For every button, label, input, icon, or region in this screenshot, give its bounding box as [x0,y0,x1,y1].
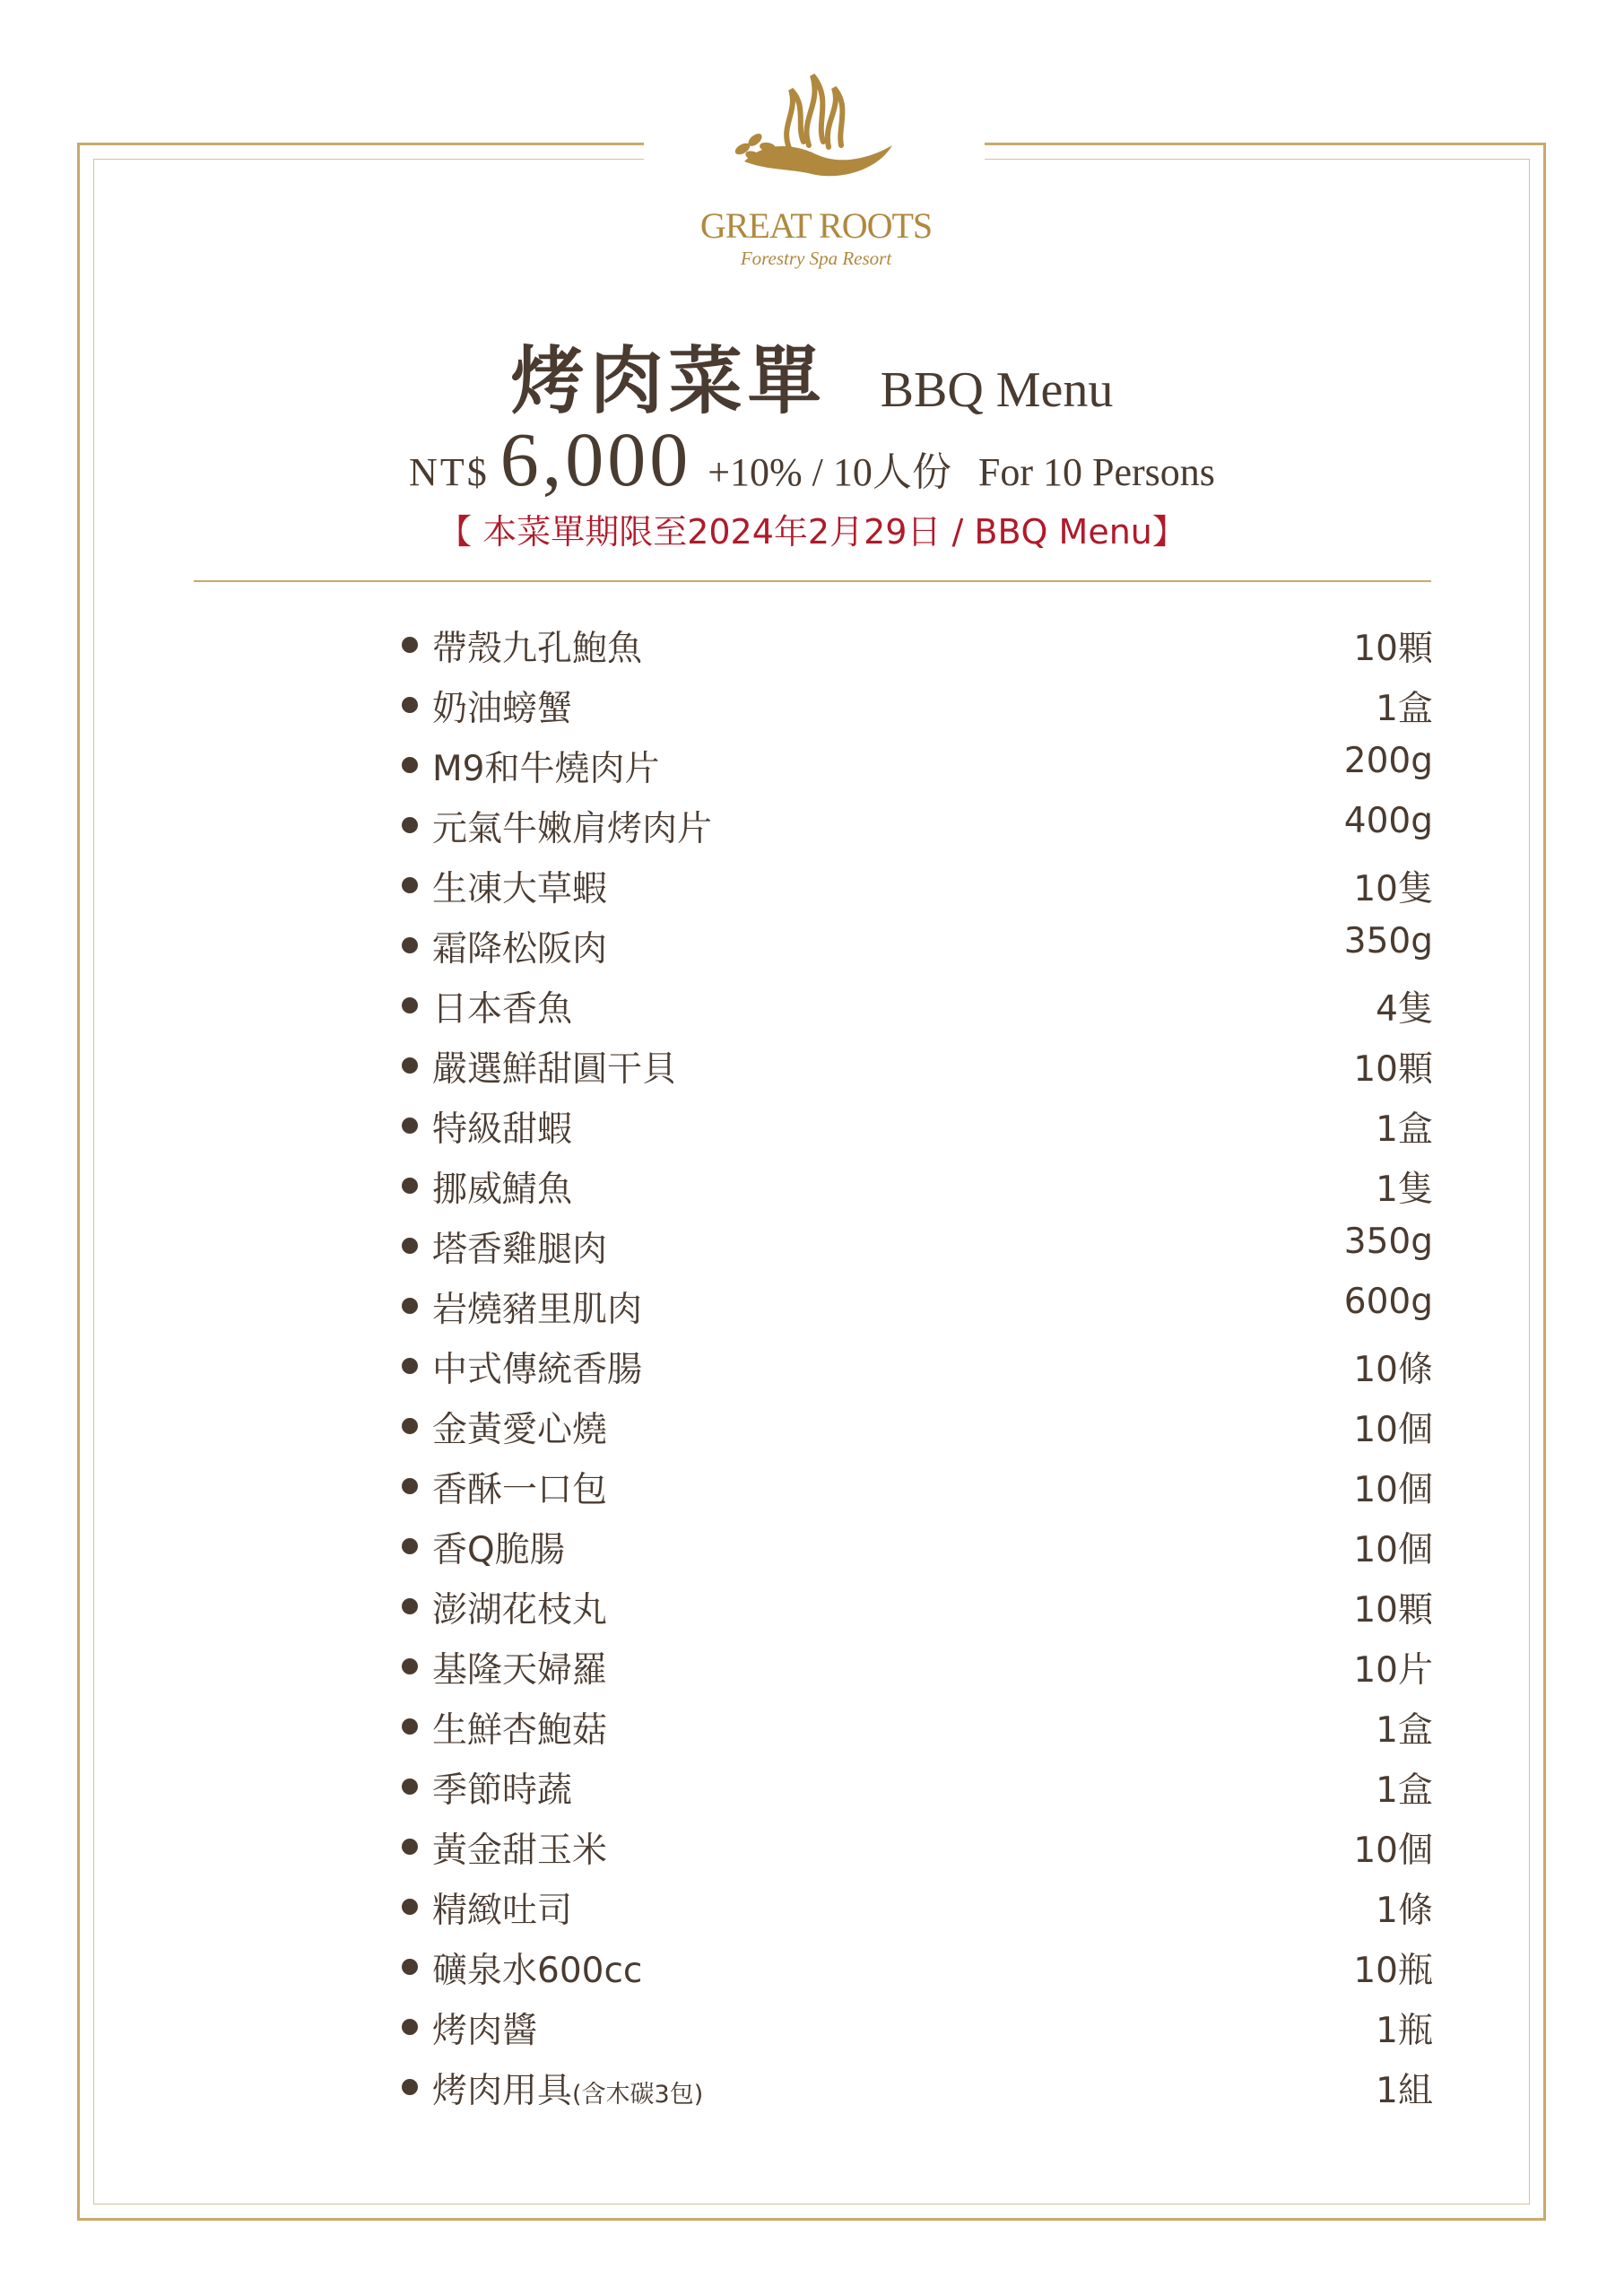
title-english: BBQ Menu [880,362,1114,418]
menu-item-name [432,1282,642,1332]
bullet-icon [402,697,418,713]
title-chinese: 烤肉菜單 [510,338,827,424]
bullet-icon [402,2019,418,2035]
menu-item-quantity: 4隻 [1376,989,1433,1030]
menu-item-quantity: 1盒 [1376,689,1433,729]
validity-notice: 【 本菜單期限至2024年2月29日 / BBQ Menu】 [438,512,1186,552]
divider [194,580,1431,582]
menu-item-name [432,2063,703,2113]
menu-item-label: 香Q脆腸 [432,1530,565,1570]
price-currency: NT$ [409,450,490,494]
menu-item [402,856,1433,916]
menu-list [402,615,1433,2118]
bullet-icon [402,937,418,953]
bullet-icon [402,2079,418,2095]
menu-item-name [432,1101,572,1152]
menu-item-label: 季節時蔬 [432,1770,573,1811]
brand-name: GREAT ROOTS [699,205,933,246]
menu-item-label: 生凍大草蝦 [432,869,608,909]
menu-item-quantity: 1盒 [1376,1710,1433,1751]
menu-item-label: 嚴選鮮甜圓干貝 [432,1049,678,1090]
bird-with-flames-logo-icon [726,63,906,206]
menu-item-name [432,1522,565,1572]
menu-item-label: 黃金甜玉米 [432,1831,608,1871]
menu-item-quantity: 10個 [1353,1470,1433,1510]
menu-item [402,1697,1433,1757]
menu-item-label: 基隆天婦羅 [432,1650,608,1691]
menu-item-label: 中式傳統香腸 [432,1350,643,1390]
menu-item [402,1096,1433,1156]
menu-item-label: 挪威鯖魚 [432,1170,573,1210]
menu-item [402,1517,1433,1577]
menu-item-quantity: 600g [1343,1282,1433,1322]
menu-item [402,1937,1433,1997]
menu-item-label: 岩燒豬里肌肉 [432,1290,643,1330]
menu-item-quantity: 10個 [1353,1831,1433,1871]
menu-item-quantity: 10條 [1353,1350,1433,1390]
price-english: For 10 Persons [977,450,1215,494]
menu-item-name [432,921,607,971]
bullet-icon [402,997,418,1013]
bullet-icon [402,1118,418,1134]
menu-item-name [432,1222,607,1272]
menu-item [402,1997,1433,2057]
brand-subtitle: Forestry Spa Resort [740,248,892,269]
menu-item [402,796,1433,856]
menu-item-quantity: 1組 [1376,2071,1433,2111]
bullet-icon [402,1718,418,1735]
price-line [0,414,1624,504]
menu-item [402,1276,1433,1336]
menu-item-label: 元氣牛嫩肩烤肉片 [432,809,713,849]
menu-item-label: 香酥一口包 [432,1470,608,1510]
menu-item [402,1877,1433,1937]
menu-item-label: 奶油螃蟹 [432,689,573,729]
menu-item-name [432,1582,607,1632]
bullet-icon [402,1298,418,1314]
menu-title [0,323,1624,428]
price-suffix: +10% / 10人份 [708,450,951,494]
menu-item [402,1637,1433,1697]
menu-item-name [432,1822,607,1873]
menu-item [402,916,1433,976]
menu-item-name [432,801,712,851]
menu-item-name [432,981,572,1031]
menu-item-label: 日本香魚 [432,989,573,1030]
menu-item-quantity: 1隻 [1376,1170,1433,1210]
menu-item [402,1336,1433,1396]
bullet-icon [402,1478,418,1494]
bullet-icon [402,817,418,833]
menu-item-quantity: 10顆 [1353,1590,1433,1631]
menu-item-name [432,1642,607,1692]
menu-item [402,1757,1433,1817]
menu-item [402,675,1433,735]
menu-item-name [432,2003,537,2053]
menu-item [402,1817,1433,1877]
menu-item [402,1396,1433,1457]
menu-item-name [432,1702,607,1752]
menu-item-label: 烤肉用具 [432,2071,573,2111]
menu-item [402,1036,1433,1096]
menu-item-quantity: 400g [1343,801,1433,841]
menu-item-quantity: 10片 [1353,1650,1433,1691]
bullet-icon [402,1178,418,1194]
menu-item-quantity: 350g [1343,921,1433,961]
menu-item-quantity: 350g [1343,1222,1433,1262]
bullet-icon [402,1238,418,1254]
bullet-icon [402,1418,418,1434]
bullet-icon [402,1057,418,1074]
menu-item [402,735,1433,796]
bullet-icon [402,1658,418,1674]
menu-item-quantity: 10顆 [1353,629,1433,669]
menu-item [402,1156,1433,1216]
bullet-icon [402,637,418,653]
bullet-icon [402,1959,418,1975]
menu-item-quantity: 1盒 [1376,1770,1433,1811]
menu-item-label: 特級甜蝦 [432,1109,573,1150]
bullet-icon [402,1779,418,1795]
menu-item-label: 帶殼九孔鮑魚 [432,629,643,669]
menu-item [402,976,1433,1036]
menu-item-quantity: 1瓶 [1376,2011,1433,2051]
menu-item-label: 精緻吐司 [432,1891,573,1931]
price-amount: 6,000 [499,416,692,502]
menu-item-name [432,621,642,671]
menu-item-label: 霜降松阪肉 [432,929,608,970]
menu-item [402,2057,1433,2118]
menu-item [402,615,1433,675]
menu-item-name [432,1883,572,1933]
menu-item-label: 礦泉水600cc [432,1951,643,1991]
menu-item [402,1577,1433,1637]
menu-item [402,1457,1433,1517]
menu-item-quantity: 10顆 [1353,1049,1433,1090]
bullet-icon [402,1358,418,1374]
menu-item-name [432,861,607,911]
menu-item-name [432,741,659,791]
menu-item-name [432,1161,572,1212]
brand-logo [682,63,951,278]
bullet-icon [402,1538,418,1554]
menu-item-label: 金黃愛心燒 [432,1410,608,1450]
menu-item-quantity: 10個 [1353,1410,1433,1450]
menu-item-quantity: 10隻 [1353,869,1433,909]
menu-item [402,1216,1433,1276]
menu-item-name [432,1402,607,1452]
menu-item-quantity: 10瓶 [1353,1951,1433,1991]
bullet-icon [402,1899,418,1915]
menu-item-quantity: 1盒 [1376,1109,1433,1150]
menu-item-name [432,681,572,731]
menu-item-label: 塔香雞腿肉 [432,1230,608,1270]
menu-item-quantity: 200g [1343,741,1433,781]
bullet-icon [402,1598,418,1614]
bullet-icon [402,1839,418,1855]
menu-item-label: M9和牛燒肉片 [432,749,660,789]
menu-item-name [432,1342,642,1392]
menu-item-quantity: 10個 [1353,1530,1433,1570]
menu-item-note: (含木碳3包) [572,2081,704,2109]
menu-item-quantity: 1條 [1376,1891,1433,1931]
menu-item-name [432,1041,677,1091]
menu-item-label: 澎湖花枝丸 [432,1590,608,1631]
bullet-icon [402,877,418,893]
bullet-icon [402,757,418,773]
menu-item-name [432,1762,572,1813]
menu-item-name [432,1943,642,1993]
menu-item-label: 生鮮杏鮑菇 [432,1710,608,1751]
menu-item-name [432,1462,607,1512]
menu-item-label: 烤肉醬 [432,2011,538,2051]
